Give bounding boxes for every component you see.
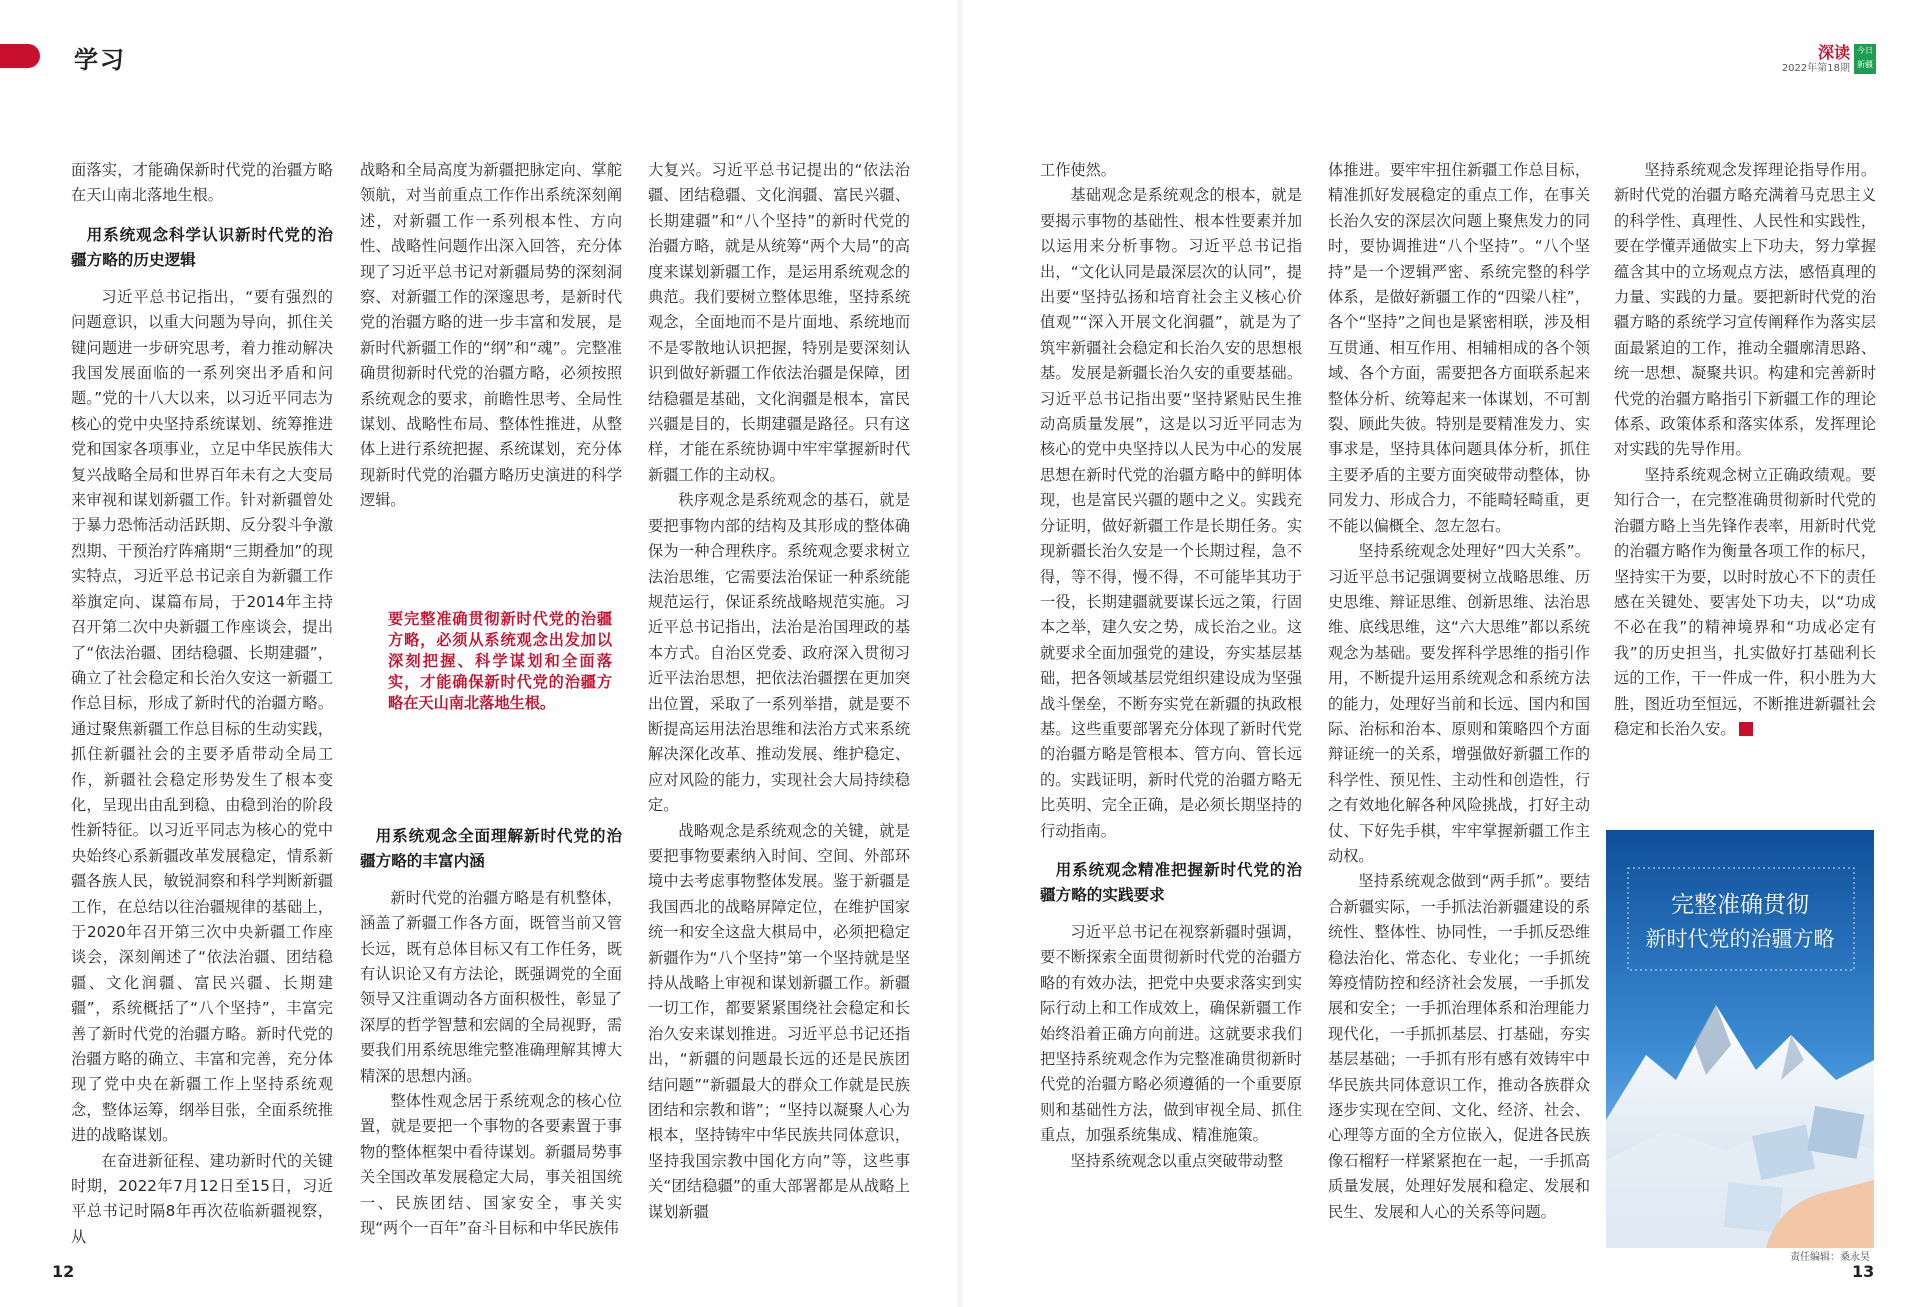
pull-quote: 要完整准确贯彻新时代党的治疆方略，必须从系统观念出发加以深刻把握、科学谋划和全面落实，才能确保新时代党的治疆方略在天山南北落地生根。 [388,609,612,712]
paragraph: 体推进。要牢牢扭住新疆工作总目标，精准抓好发展稳定的重点工作，在事关长治久安的深层次问题上聚焦发力的同时，要协调推进“八个坚持”。“八个坚持”是一个逻辑严密、系统完整的科学体系，是做好新疆工作的“四梁八柱”，各个“坚持”之间也是紧密相联，涉及相互贯通、相互作用、相辅相成的各个领域、各个方面，需要把各方面联系起来整体分析、统筹起来一体谋划，不可割裂、顾此失彼。特别是要精准发力、实事求是，坚持具体问题具体分析，抓住主要矛盾的主要方面突破带动整体，协同发力、形成合力，不能畸轻畸重，更不能以偏概全、忽左忽右。 [1328,161,1590,535]
paragraph: 坚持系统观念以重点突破带动整 [1070,1151,1284,1170]
page-number-left: 12 [52,1262,75,1281]
image-title-line2: 新时代党的治疆方略 [1645,927,1835,951]
section-heading: 用系统观念科学认识新时代党的治疆方略的历史逻辑 [71,225,333,269]
illustration-image [1606,830,1874,1248]
page-number-right: 13 [1852,1262,1875,1281]
image-title-line1: 完整准确贯彻 [1671,892,1809,918]
magazine-header [1782,44,1850,75]
text-column-4 [1040,158,1302,1174]
text-column-5 [1328,158,1590,1225]
magazine-brand: 深读 [1817,43,1850,62]
text-column-6 [1614,158,1876,742]
magazine-tag: 今日新疆 [1854,44,1876,74]
book-gutter [956,0,964,1307]
paragraph: 基础观念是系统观念的根本，就是要揭示事物的基础性、根本性要素并加以运用来分析事物。习近平总书记指出，“文化认同是最深层次的认同”，提出要“坚持弘扬和培育社会主义核心价值观”“深入开展文化润疆”，就是为了筑牢新疆社会稳定和长治久安的思想根基。发展是新疆长治久安的重要基础。习近平总书记指出要“坚持紧贴民生推动高质量发展”，这是以习近平同志为核心的党中央坚持以人民为中心的发展思想在新时代党的治疆方略中的鲜明体现，也是富民兴疆的题中之义。实践充分证明，做好新疆工作是长期任务。实现新疆长治久安是一个长期过程，急不得，等不得，慢不得，不可能毕其功于一役，长期建疆就要谋长远之策，行固本之举，建久安之势，成长治之业。这就要求全面加强党的建设，夯实基层基础，把各领域基层党组织建设成为坚强战斗堡垒，不断夯实党在新疆的执政根基。这些重要部署充分体现了新时代党的治疆方略是管根本、管方向、管长远的。实践证明，新时代党的治疆方略无比英明、完全正确，是必须长期坚持的行动指南。 [1040,186,1302,840]
paragraph: 战略和全局高度为新疆把脉定向、掌舵领航，对当前重点工作作出系统深刻阐述，对新疆工作一系列根本性、方向性、战略性问题作出深入回答，充分体现了习近平总书记对新疆局势的深刻洞察、对新疆工作的深邃思考，是新时代党的治疆方略的进一步丰富和发展，是新时代新疆工作的“纲”和“魂”。完整准确贯彻新时代党的治疆方略，必须按照系统观念的要求，前瞻性思考、全局性谋划、战略性布局、整体性推进，从整体上进行系统把握、系统谋划，充分体现新时代党的治疆方略历史演进的科学逻辑。 [360,161,622,510]
paragraph: 坚持系统观念发挥理论指导作用。新时代党的治疆方略充满着马克思主义的科学性、真理性、人民性和实践性，要在学懂弄通做实上下功夫，努力掌握蕴含其中的立场观点方法，感悟真理的力量、实践的力量。要把新时代党的治疆方略的系统学习宣传阐释作为落实层面最紧迫的工作，推动全疆廓清思路、统一思想、凝聚共识。构建和完善新时代党的治疆方略指引下新疆工作的理论体系、政策体系和落实体系，发挥理论对实践的先导作用。 [1614,161,1876,459]
section-label: 学习 [74,45,126,74]
paragraph: 工作使然。 [1040,161,1116,179]
paragraph: 秩序观念是系统观念的基石，就是要把事物内部的结构及其形成的整体确保为一种合理秩序。系统观念要求树立法治思维，它需要法治保证一种系统能规范运行，保证系统战略规范实施。习近平总书记指出，法治是治国理政的基本方式。自治区党委、政府深入贯彻习近平法治思想，把依法治疆摆在更加突出位置，采取了一系列举措，就是要不断提高运用法治思维和法治方式来系统解决深化改革、推动发展、维护稳定、应对风险的能力，实现社会大局持续稳定。 [648,491,910,815]
paragraph: 习近平总书记指出，“要有强烈的问题意识，以重大问题为导向，抓住关键问题进一步研究思考，着力推动解决我国发展面临的一系列突出矛盾和问题。”党的十八大以来，以习近平同志为核心的党中央坚持系统谋划、统筹推进党和国家各项事业，立足中华民族伟大复兴战略全局和世界百年未有之大变局来审视和谋划新疆工作。针对新疆曾处于暴力恐怖活动活跃期、反分裂斗争激烈期、干预治疗阵痛期“三期叠加”的现实特点，习近平总书记亲自为新疆工作举旗定向、谋篇布局，于2014年主持召开第二次中央新疆工作座谈会，提出了“依法治疆、团结稳疆、长期建疆”，确立了社会稳定和长治久安这一新疆工作总目标，形成了新时代的治疆方略。通过聚焦新疆工作总目标的生动实践，抓住新疆社会的主要矛盾带动全局工作，新疆社会稳定形势发生了根本变化，呈现出由乱到稳、由稳到治的阶段性新特征。以习近平同志为核心的党中央始终心系新疆改革发展稳定，情系新疆各族人民，敏锐洞察和科学判断新疆工作，在总结以往治疆规律的基础上，于2020年召开第三次中央新疆工作座谈会，深刻阐述了“依法治疆、团结稳疆、文化润疆、富民兴疆、长期建疆”，系统概括了“八个坚持”，丰富完善了新时代党的治疆方略。新时代党的治疆方略的确立、丰富和完善，充分体现了党中央在新疆工作上坚持系统观念，整体运筹，纲举目张，全面系统推进的战略谋划。 [71,287,333,1145]
paragraph: 大复兴。习近平总书记提出的“依法治疆、团结稳疆、文化润疆、富民兴疆、长期建疆”和“八个坚持”的新时代党的治疆方略，就是从统筹“两个大局”的高度来谋划新疆工作，是运用系统观念的典范。我们要树立整体思维，坚持系统观念，全面地而不是片面地、系统地而不是零散地认识把握，特别是要深刻认识到做好新疆工作依法治疆是保障，团结稳疆是基础，文化润疆是根本，富民兴疆是目的，长期建疆是路径。只有这样，才能在系统协调中牢牢掌握新时代新疆工作的主动权。 [648,161,910,484]
paragraph: 整体性观念居于系统观念的核心位置，就是要把一个事物的各要素置于事物的整体框架中看待谋划。新疆局势事关全国改革发展稳定大局，事关祖国统一、民族团结、国家安全，事关实现“两个一百年”奋斗目标和中华民族伟 [360,1091,622,1237]
text-column-1 [71,158,333,1250]
end-mark-icon: ⌟ [1739,722,1753,736]
mountain-illustration [1606,830,1874,1248]
paragraph: 在奋进新征程、建功新时代的关键时期，2022年7月12日至15日，习近平总书记时隔8年再次莅临新疆视察，从 [71,1151,333,1246]
text-column-3 [648,158,910,1225]
editor-credit: 责任编辑：桑永昊 [1790,1252,1870,1263]
paragraph: 坚持系统观念树立正确政绩观。要知行合一，在完整准确贯彻新时代党的治疆方略上当先锋作表率，用新时代党的治疆方略作为衡量各项工作的标尺，坚持实干为要，以时时放心不下的责任感在关键处、要害处下功夫，以“功成不必在我”的精神境界和“功成必定有我”的历史担当，扎实做好打基础利长远的工作，干一件成一件，积小胜为大胜，图近功至恒远，不断推进新疆社会稳定和长治久安。 ⌟ [1614,465,1876,738]
paragraph: 战略观念是系统观念的关键，就是要把事物要素纳入时间、空间、外部环境中去考虑事物整体发展。鉴于新疆是我国西北的战略屏障定位，在维护国家统一和安全这盘大棋局中，必须把稳定新疆作为“八个坚持”第一个坚持就是坚持从战略上审视和谋划新疆工作。新疆一切工作，都要紧紧围绕社会稳定和长治久安来谋划推进。习近平总书记还指出，“新疆的问题最长远的还是民族团结问题”“新疆最大的群众工作就是民族团结和宗教和谐”；“坚持以凝聚人心为根本，坚持铸牢中华民族共同体意识，坚持我国宗教中国化方向”等，这些事关“团结稳疆”的重大部署都是从战略上谋划新疆 [648,821,910,1221]
text-column-2 [360,158,622,1241]
section-tab [0,44,40,68]
paragraph: 新时代党的治疆方略是有机整体，涵盖了新疆工作各方面，既管当前又管长远，既有总体目标又有工作任务，既有认识论又有方法论，既强调党的全面领导又注重调动各方面积极性，彰显了深厚的哲学智慧和宏阔的全局视野，需要我们用系统思维完整准确理解其博大精深的思想内涵。 [360,888,622,1085]
issue-number: 2022年第18期 [1781,63,1850,74]
section-heading: 用系统观念精准把握新时代党的治疆方略的实践要求 [1040,860,1302,904]
paragraph: 坚持系统观念处理好“四大关系”。习近平总书记强调要树立战略思维、历史思维、辩证思维、创新思维、法治思维、底线思维，这“六大思维”都以系统观念为基础。要发挥科学思维的指引作用，不断提升运用系统观念和系统方法的能力，处理好当前和长远、国内和国际、治标和治本、原则和策略四个方面辩证统一的关系，增强做好新疆工作的科学性、预见性、主动性和创造性，行之有效地化解各种风险挑战，打好主动仗、下好先手棋，牢牢掌握新疆工作主动权。 [1328,542,1590,865]
section-heading: 用系统观念全面理解新时代党的治疆方略的丰富内涵 [360,826,622,870]
paragraph: 面落实，才能确保新时代党的治疆方略在天山南北落地生根。 [71,161,333,205]
paragraph: 坚持系统观念做到“两手抓”。要结合新疆实际，一手抓法治新疆建设的系统性、整体性、协同性，一手抓反恐维稳法治化、常态化、专业化；一手抓统筹疫情防控和经济社会发展，一手抓发展和安全；一手抓治理体系和治理能力现代化，一手抓抓基层、打基础，夯实基层基础；一手抓有形有感有效铸牢中华民族共同体意识工作，推动各族群众逐步实现在空间、文化、经济、社会、心理等方面的全方位嵌入，促进各民族像石榴籽一样紧紧抱在一起，一手抓高质量发展，处理好发展和稳定、发展和民生、发展和人心的关系等问题。 [1328,872,1590,1221]
paragraph: 习近平总书记在视察新疆时强调，要不断探索全面贯彻新时代党的治疆方略的有效办法，把党中央要求落实到实际行动上和工作成效上，确保新疆工作始终沿着正确方向前进。这就要求我们把坚持系统观念作为完整准确贯彻新时代党的治疆方略必须遵循的一个重要原则和基础性方法，做到审视全局、抓住重点，加强系统集成、精准施策。 [1040,922,1302,1145]
